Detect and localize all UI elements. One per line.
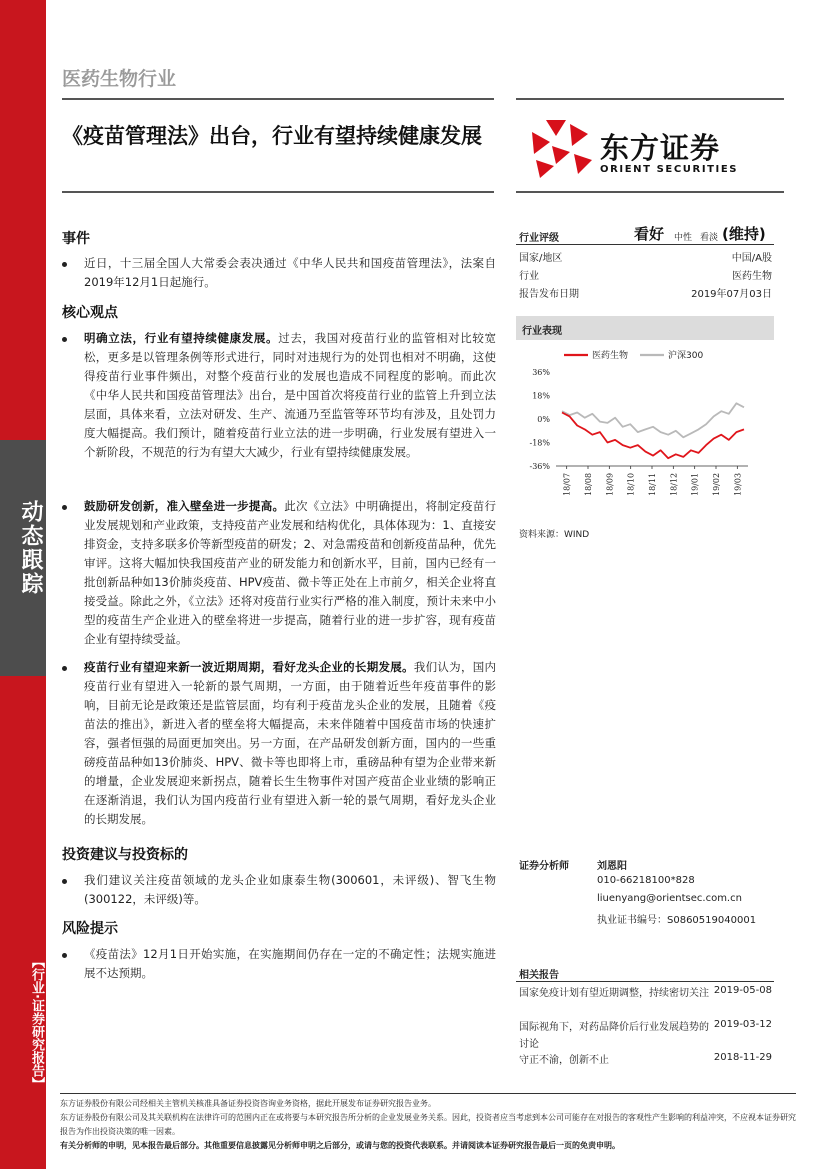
- x-tick-label: 19/03: [733, 472, 743, 496]
- related-item-1-title[interactable]: 国家免疫计划有望近期调整，持续密切关注: [519, 988, 709, 999]
- y-tick-label: 0%: [537, 415, 550, 424]
- y-tick-label: -36%: [529, 462, 550, 471]
- industry-name: 医药生物行业: [62, 68, 177, 90]
- related-item-2-title[interactable]: 国际视角下，对药品降价后行业发展趋势的讨论: [519, 1022, 709, 1050]
- x-tick-label: 18/08: [584, 472, 593, 496]
- analyst-email[interactable]: liuenyang@orientsec.com.cn: [597, 893, 742, 904]
- related-rule: [516, 981, 774, 982]
- industry-performance-chart: [516, 342, 774, 522]
- bullet-icon: [62, 879, 67, 884]
- event-heading: 事件: [62, 231, 90, 247]
- y-tick-label: 36%: [532, 368, 550, 377]
- footer: [60, 1097, 796, 1153]
- x-tick-label: 18/07: [562, 472, 572, 496]
- chart-source: 资料来源：WIND: [519, 530, 590, 540]
- core-point-2-bold: 鼓励研发创新，准入壁垒进一步提高。: [84, 499, 285, 513]
- logo-name-en: ORIENT SECURITIES: [600, 164, 739, 175]
- x-tick-label: 18/10: [626, 472, 636, 496]
- footer-line-2: 东方证券股份有限公司及其关联机构在法律许可的范围内正在或将要与本研究报告所分析的企业发展业务关系。因此，投资者应当考虑到本公司可能存在对报告的客观性产生影响的利益冲突，不应视本证券研究报告为作出投资决策的唯一因素。: [60, 1113, 796, 1136]
- related-item-1-date: 2019-05-08: [713, 985, 772, 996]
- report-category-label: 【行业·证券研究报告】: [29, 955, 44, 1090]
- analyst-cert: 执业证书编号：S0860519040001: [597, 915, 757, 926]
- invest-text: 我们建议关注疫苗领域的龙头企业如康泰生物(300601，未评级)、智飞生物(300122，未评级)等。: [84, 873, 496, 906]
- core-point-3: [84, 658, 496, 829]
- x-tick-label: 19/01: [690, 472, 700, 496]
- orient-logo-icon: [526, 118, 594, 180]
- series-line-医药生物: [562, 413, 744, 459]
- bullet-icon: [62, 262, 67, 267]
- y-tick-label: 18%: [532, 391, 550, 401]
- analyst-phone: 010-66218100*828: [597, 875, 695, 886]
- report-type-label: 动态跟踪: [18, 500, 43, 596]
- related-heading: 相关报告: [519, 970, 559, 981]
- footer-line-1: 东方证券股份有限公司经相关主管机关核准具备证券投资咨询业务资格，据此开展发布证券研究报告业务。: [60, 1099, 436, 1108]
- risk-heading: 风险提示: [62, 921, 118, 937]
- bullet-icon: [62, 953, 67, 958]
- meta-key-region: 国家/地区: [519, 253, 563, 264]
- header-rule-right: [516, 98, 784, 100]
- bullet-icon: [62, 337, 67, 342]
- core-point-2-text: 此次《立法》中明确提出，将制定疫苗行业发展规划和产业政策，支持疫苗产业发展和结构优化，具体体现为：1、直接安排资金，支持多联多价等新型疫苗的研发；2、对急需疫苗和创新疫苗品种，优先审评。这将大幅加快我国疫苗产业的研发能力和创新水平，目前，国内已经有一批创新品种如13价肺炎疫苗、HPV疫苗、微卡等正处在上市前夕，相关企业将直接受益。除此之外，《立法》还将对疫苗行业实行严格的准入制度，预计未来中小型的疫苗生产企业进入的壁垒将进一步提高，随着行业的进一步扩容，现有疫苗企业有望持续受益。: [84, 499, 496, 646]
- title-rule: [62, 191, 494, 193]
- x-tick-label: 18/09: [605, 472, 615, 496]
- x-tick-label: 19/02: [712, 472, 721, 496]
- page-title: 《疫苗管理法》出台，行业有望持续健康发展: [62, 124, 482, 148]
- rating-option-negative: 看淡: [700, 233, 719, 243]
- event-text: 近日，十三届全国人大常委会表决通过《中华人民共和国疫苗管理法》，法案自2019年12月1日起施行。: [84, 256, 496, 289]
- rating-value: 看好: [634, 225, 665, 243]
- meta-value-date: 2019年07月03日: [691, 289, 772, 300]
- analyst-label: 证券分析师: [519, 861, 569, 872]
- meta-key-date: 报告发布日期: [519, 289, 579, 300]
- x-tick-label: 18/12: [669, 472, 679, 496]
- core-heading: 核心观点: [62, 305, 118, 321]
- bullet-icon: [62, 505, 67, 510]
- meta-value-region: 中国/A股: [731, 253, 772, 264]
- related-item-3-title[interactable]: 守正不渝，创新不止: [519, 1055, 609, 1066]
- rating-label: 行业评级: [519, 233, 559, 244]
- logo-name-cn: 东方证券: [600, 131, 721, 165]
- core-point-3-bold: 疫苗行业有望迎来新一波近期周期，看好龙头企业的长期发展。: [84, 660, 414, 674]
- analyst-name: 刘恩阳: [597, 861, 627, 872]
- meta-key-industry: 行业: [519, 271, 539, 282]
- x-tick-label: 18/11: [648, 472, 657, 496]
- core-point-3-text: 我们认为，国内疫苗行业有望进入一轮新的景气周期，一方面，由于随着近些年疫苗事件的影响，目前无论是政策还是监管层面，均有利于疫苗龙头企业的发展，且随着《疫苗法的推出》，新进入者的壁垒将大幅提高，未来伴随着中国疫苗市场的快速扩容，强者恒强的局面更加突出。另一方面，在产品研发创新方面，国内的一些重磅疫苗品种如13价肺炎、HPV、微卡等也即将上市，重磅品种有望为企业带来新的增量，企业发展迎来新拐点，随着长生生物事件对国产疫苗企业业绩的影响正在逐渐消退，我们认为国内疫苗行业有望进入新一轮的景气周期，看好龙头企业的长期发展。: [84, 660, 497, 826]
- logo-rule: [516, 191, 784, 193]
- y-tick-label: -18%: [529, 438, 550, 448]
- bullet-icon: [62, 666, 67, 671]
- risk-text: 《疫苗法》12月1日开始实施，在实施期间仍存在一定的不确定性；法规实施进展不达预期。: [84, 947, 496, 980]
- footer-rule: [60, 1093, 796, 1094]
- legend-label-1: 医药生物: [592, 351, 629, 361]
- rating-status: (维持): [722, 225, 766, 243]
- invest-heading: 投资建议与投资标的: [62, 847, 188, 863]
- rating-option-neutral: 中性: [674, 233, 693, 243]
- legend-label-2: 沪深300: [668, 351, 704, 361]
- core-point-1-bold: 明确立法，行业有望持续健康发展。: [84, 331, 279, 345]
- related-item-2-date: 2019-03-12: [713, 1019, 772, 1030]
- header-rule-left: [62, 98, 494, 100]
- rating-rule: [516, 244, 774, 245]
- chart-title: 行业表现: [522, 326, 562, 337]
- related-item-3-date: 2018-11-29: [713, 1052, 772, 1063]
- core-point-2: [84, 497, 496, 649]
- meta-value-industry: 医药生物: [732, 271, 772, 282]
- footer-line-3: 有关分析师的申明，见本报告最后部分。其他重要信息披露见分析师申明之后部分，或请与您的投资代表联系。并请阅读本证券研究报告最后一页的免责申明。: [60, 1141, 620, 1150]
- core-point-1-text: 过去，我国对疫苗行业的监管相对比较宽松，更多是以管理条例等形式进行，同时对违规行为的处罚也相对不明确，这使得疫苗行业事件频出，对整个疫苗行业的发展也造成不同程度的影响。而此次《中华人民共和国疫苗管理法》出台，是中国首次将疫苗行业的监管上升到立法层面，具体来看，立法对研发、生产、流通乃至监管等环节均有涉及，且处罚力度大幅提高。我们预计，随着疫苗行业立法的进一步明确，行业发展有望进入一个新阶段，不规范的行为有望大大减少，行业有望持续健康发展。: [84, 331, 497, 459]
- core-point-1: [84, 329, 496, 462]
